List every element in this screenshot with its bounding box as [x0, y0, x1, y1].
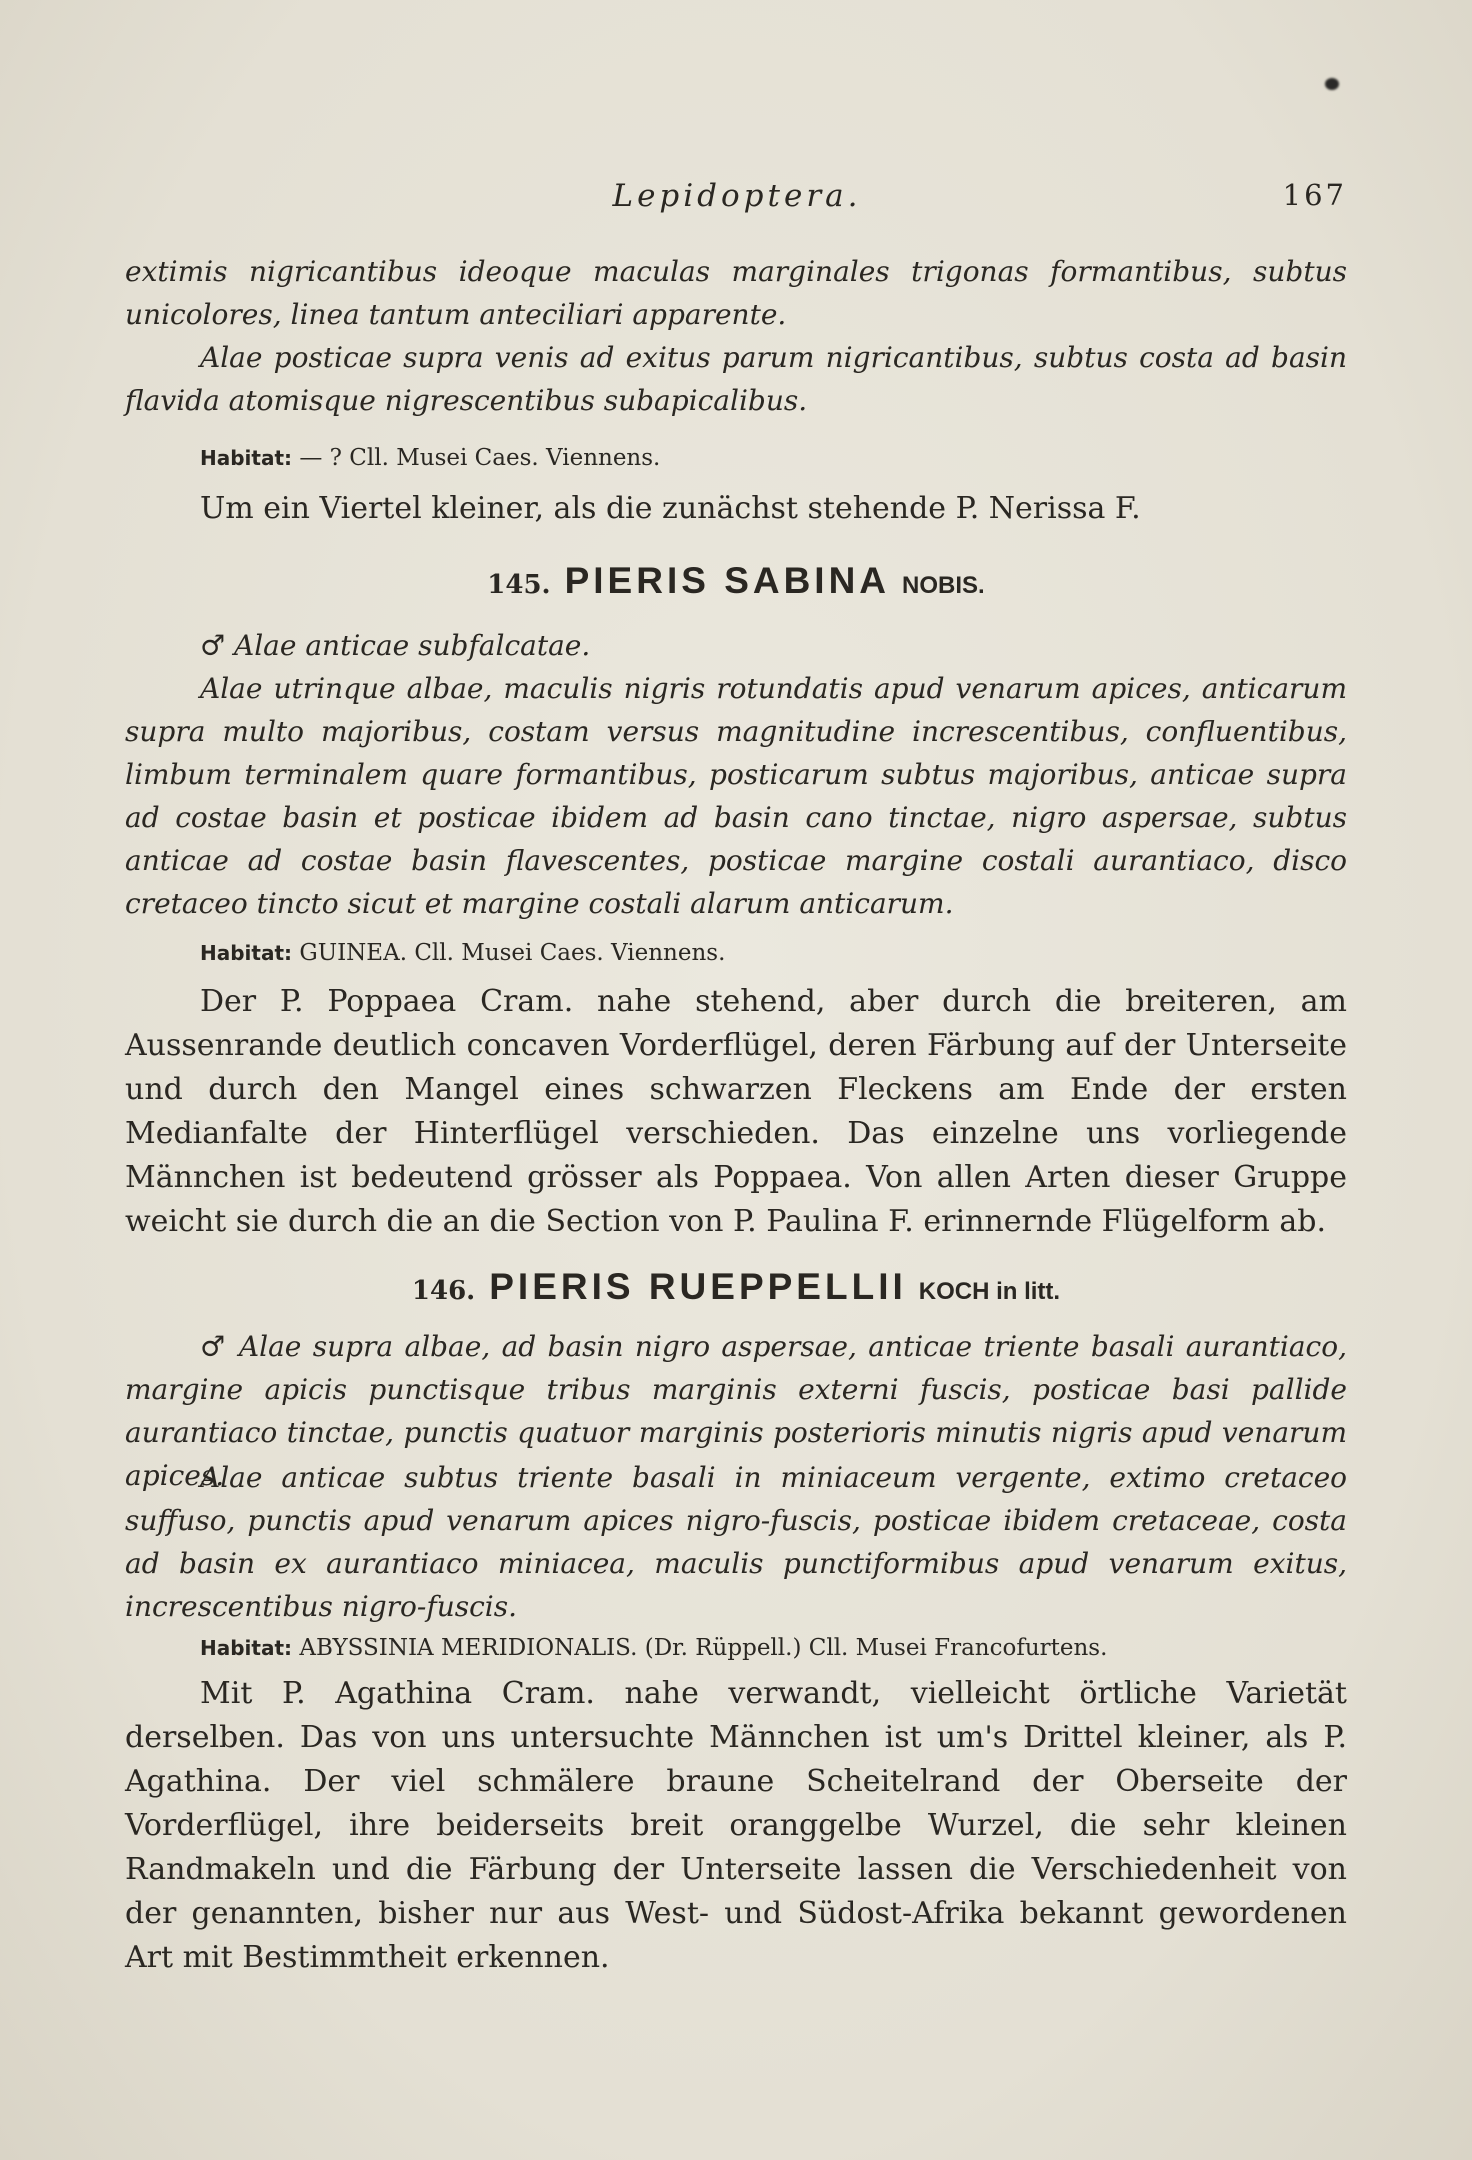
habitat-text: ABYSSINIA MERIDIONALIS. (Dr. Rüppell.) Cll. Musei Francofurtens.: [299, 1635, 1108, 1661]
habitat-label: Habitat:: [200, 941, 293, 965]
species-name: PIERIS RUEPPELLII: [489, 1266, 907, 1307]
species-author: NOBIS.: [902, 572, 985, 599]
species-number: 145.: [487, 570, 551, 600]
species-146-para-1: ♂ Alae supra albae, ad basin nigro aspersae, anticae triente basali aurantiaco, margine apicis punctisque tribus marginis externi fuscis, posticae basi pallide aurantiaco tinctae, punctis quatuor marginis posterioris minutis nigris apud venarum apices.: [125, 1330, 1347, 1492]
habitat-label: Habitat:: [200, 446, 293, 470]
page-header: [127, 178, 1347, 228]
species-146-text: Mit P. Agathina Cram. nahe verwandt, vielleicht örtliche Varietät derselben. Das von uns untersuchte Männchen ist um's Drittel kleiner, als P. Agathina. Der viel schmälere braune Scheitelrand der Oberseite der Vorderflügel, ihre beiderseits breit oranggelbe Wurzel, die sehr kleinen Randmakeln und die Färbung der Unterseite lassen die Verschiedenheit von der genannten, bisher nur aus West- und Südost-Afrika bekannt gewordenen Art mit Bestimmtheit erkennen.: [125, 1676, 1347, 1975]
species-author: KOCH in litt.: [918, 1278, 1061, 1305]
species-145-para-1: ♂ Alae anticae subfalcatae.: [200, 629, 591, 662]
habitat-text: — ? Cll. Musei Caes. Viennens.: [299, 445, 661, 471]
species-146-habitat: [125, 1630, 1347, 1666]
continuation-note: Um ein Viertel kleiner, als die zunächst stehende P. Nerissa F.: [200, 491, 1141, 526]
species-145-habitat: [125, 935, 1347, 971]
species-145-heading: [125, 560, 1347, 602]
species-number: 146.: [411, 1276, 476, 1306]
ink-speck: [1325, 78, 1339, 90]
habitat-line: [125, 440, 1347, 476]
page-number: 167: [1282, 178, 1347, 212]
continuation-para-1: extimis nigricantibus ideoque maculas marginales trigonas formantibus, subtus unicolores, linea tantum anteciliari apparente.: [125, 255, 1347, 331]
species-146-para-2: Alae anticae subtus triente basali in miniaceum vergente, extimo cretaceo suffuso, punctis apud venarum apices nigro-fuscis, posticae ibidem cretaceae, costa ad basin ex aurantiaco miniacea, maculis punctiformibus apud venarum exitus, increscentibus nigro-fuscis.: [125, 1461, 1347, 1623]
species-name: PIERIS SABINA: [564, 560, 891, 601]
habitat-text: GUINEA. Cll. Musei Caes. Viennens.: [299, 940, 726, 966]
species-145-para-2: Alae utrinque albae, maculis nigris rotundatis apud venarum apices, anticarum supra multo majoribus, costam versus magnitudine increscentibus, confluentibus, limbum terminalem quare formantibus, posticarum subtus majoribus, anticae supra ad costae basin et posticae ibidem ad basin cano tinctae, nigro aspersae, subtus anticae ad costae basin flavescentes, posticae margine costali aurantiaco, disco cretaceo tincto sicut et margine costali alarum anticarum.: [125, 672, 1347, 920]
species-146-heading: [125, 1266, 1347, 1308]
running-title: Lepidoptera.: [612, 178, 862, 214]
continuation-para-2: Alae posticae supra venis ad exitus parum nigricantibus, subtus costa ad basin flavida atomisque nigrescentibus subapicalibus.: [125, 341, 1347, 417]
species-145-text: Der P. Poppaea Cram. nahe stehend, aber durch die breiteren, am Aussenrande deutlich concaven Vorderflügel, deren Färbung auf der Unterseite und durch den Mangel eines schwarzen Fleckens am Ende der ersten Medianfalte der Hinterflügel verschieden. Das einzelne uns vorliegende Männchen ist bedeutend grösser als Poppaea. Von allen Arten dieser Gruppe weicht sie durch die an die Section von P. Paulina F. erinnernde Flügelform ab.: [125, 984, 1347, 1239]
habitat-label: Habitat:: [200, 1636, 293, 1660]
